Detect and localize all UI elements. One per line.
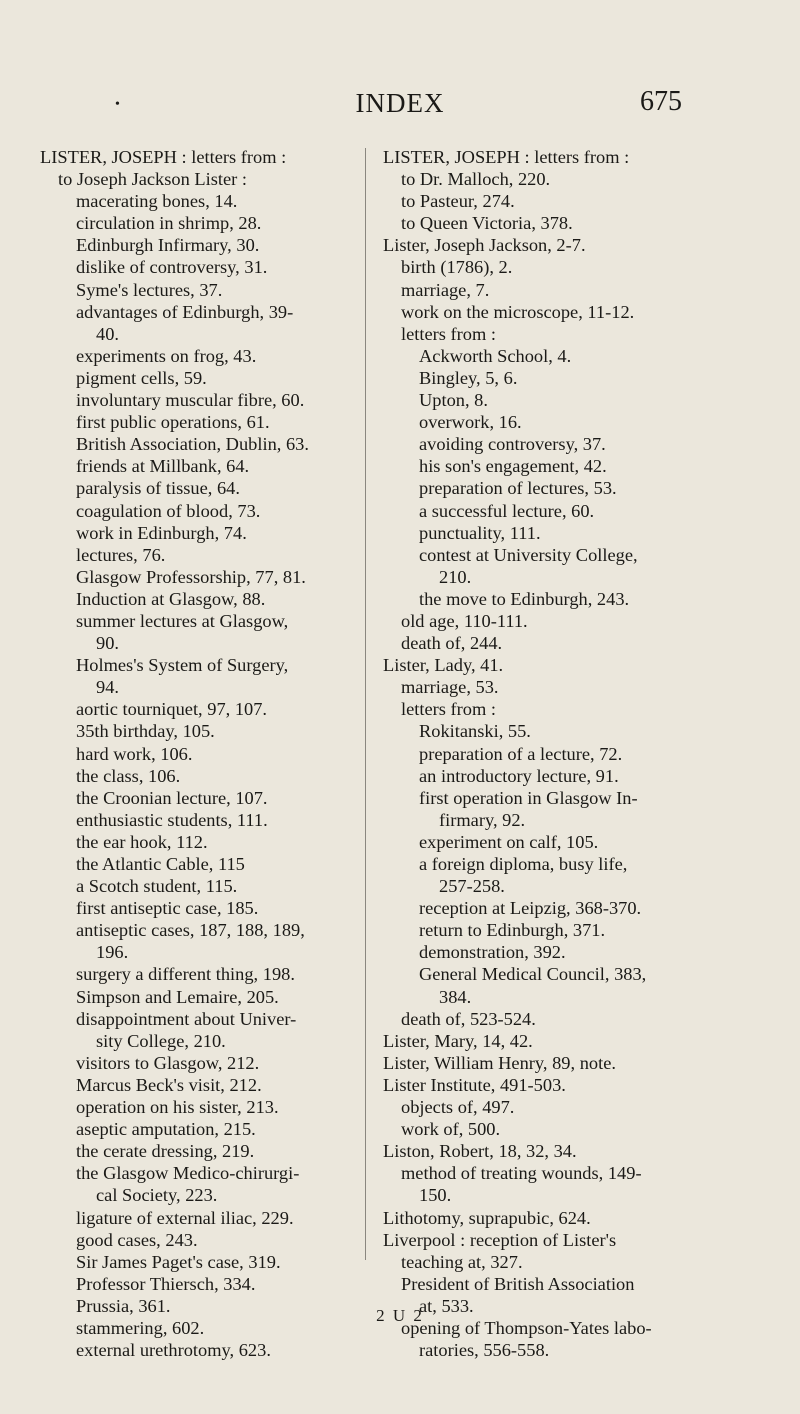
index-entry: advantages of Edinburgh, 39- xyxy=(76,301,294,322)
index-entry: demonstration, 392. xyxy=(419,942,566,963)
index-entry: 384. xyxy=(439,986,472,1007)
index-entry: the move to Edinburgh, 243. xyxy=(419,588,630,609)
index-column-left xyxy=(40,146,358,1361)
index-entry: 196. xyxy=(96,942,129,963)
index-entry: British Association, Dublin, 63. xyxy=(76,434,309,455)
index-entry: to Pasteur, 274. xyxy=(401,191,515,212)
index-entry: Lister, Joseph Jackson, 2-7. xyxy=(383,235,586,256)
index-entry: death of, 244. xyxy=(401,633,503,654)
index-entry: Liston, Robert, 18, 32, 34. xyxy=(383,1141,577,1162)
index-entry: Lithotomy, suprapubic, 624. xyxy=(383,1207,591,1228)
index-entry: 150. xyxy=(419,1185,452,1206)
index-entry: antiseptic cases, 187, 188, 189, xyxy=(76,920,305,941)
index-entry: enthusiastic students, 111. xyxy=(76,809,268,830)
index-entry: a Scotch student, 115. xyxy=(76,876,238,897)
index-entry: General Medical Council, 383, xyxy=(419,964,647,985)
index-entry: pigment cells, 59. xyxy=(76,367,207,388)
index-entry: the cerate dressing, 219. xyxy=(76,1141,255,1162)
index-entry: visitors to Glasgow, 212. xyxy=(76,1052,260,1073)
index-entry: firmary, 92. xyxy=(439,809,526,830)
index-entry: marriage, 7. xyxy=(401,279,490,300)
index-entry: aortic tourniquet, 97, 107. xyxy=(76,699,268,720)
column-divider xyxy=(365,148,366,1260)
index-entry: Edinburgh Infirmary, 30. xyxy=(76,235,260,256)
index-entry: first antiseptic case, 185. xyxy=(76,898,259,919)
page-number: 675 xyxy=(640,86,682,117)
index-entry: letters from : xyxy=(401,323,496,344)
index-entry: LISTER, JOSEPH : letters from : xyxy=(383,147,630,167)
index-entry: work on the microscope, 11-12. xyxy=(401,301,635,322)
index-entry: coagulation of blood, 73. xyxy=(76,500,261,521)
index-entry: paralysis of tissue, 64. xyxy=(76,478,240,499)
index-entry: the Atlantic Cable, 115 xyxy=(76,854,245,874)
index-entry: Upton, 8. xyxy=(419,390,488,411)
index-entry: Lister, William Henry, 89, note. xyxy=(383,1052,616,1073)
index-entry: sity College, 210. xyxy=(96,1030,226,1051)
index-entry: ligature of external iliac, 229. xyxy=(76,1207,294,1228)
index-column-right xyxy=(383,146,763,1361)
index-entry: reception at Leipzig, 368-370. xyxy=(419,898,642,919)
index-entry: to Joseph Jackson Lister : xyxy=(58,169,247,190)
index-entry: avoiding controversy, 37. xyxy=(419,434,606,455)
index-entry: aseptic amputation, 215. xyxy=(76,1119,256,1140)
index-entry: circulation in shrimp, 28. xyxy=(76,213,262,234)
index-entry: letters from : xyxy=(401,699,496,720)
index-entry: old age, 110-111. xyxy=(401,610,528,631)
index-entry: objects of, 497. xyxy=(401,1097,515,1118)
index-entry: return to Edinburgh, 371. xyxy=(419,920,606,941)
index-entry: macerating bones, 14. xyxy=(76,191,238,212)
index-entry: overwork, 16. xyxy=(419,412,522,433)
index-entry: birth (1786), 2. xyxy=(401,257,513,278)
signature-mark: 2 U 2 xyxy=(376,1306,424,1325)
index-entry: 94. xyxy=(96,677,119,698)
running-head-title: INDEX xyxy=(355,88,445,118)
index-entry: summer lectures at Glasgow, xyxy=(76,610,289,631)
index-entry: 40. xyxy=(96,323,119,344)
index-entry: to Dr. Malloch, 220. xyxy=(401,169,551,190)
index-entry: work in Edinburgh, 74. xyxy=(76,522,247,543)
index-entry: at, 533. xyxy=(419,1295,474,1316)
index-entry: involuntary muscular fibre, 60. xyxy=(76,390,305,411)
index-entry: Glasgow Professorship, 77, 81. xyxy=(76,566,306,587)
index-entry: Bingley, 5, 6. xyxy=(419,367,518,388)
index-entry: method of treating wounds, 149- xyxy=(401,1163,642,1184)
index-entry: contest at University College, xyxy=(419,544,638,565)
index-entry: Lister, Lady, 41. xyxy=(383,655,504,676)
index-entry: cal Society, 223. xyxy=(96,1185,218,1206)
index-entry: teaching at, 327. xyxy=(401,1251,523,1272)
index-entry: Prussia, 361. xyxy=(76,1295,171,1316)
index-entry: 90. xyxy=(96,633,119,654)
index-entry: Induction at Glasgow, 88. xyxy=(76,588,266,609)
index-entry: ratories, 556-558. xyxy=(419,1340,550,1361)
index-entry: Syme's lectures, 37. xyxy=(76,279,223,300)
index-entry: experiment on calf, 105. xyxy=(419,831,599,852)
index-entry: Sir James Paget's case, 319. xyxy=(76,1251,281,1272)
index-entry: death of, 523-524. xyxy=(401,1008,536,1029)
index-entry: Ackworth School, 4. xyxy=(419,345,572,366)
index-entry: to Queen Victoria, 378. xyxy=(401,213,573,234)
index-entry: disappointment about Univer- xyxy=(76,1008,297,1029)
index-entry: his son's engagement, 42. xyxy=(419,456,607,477)
index-entry: Liverpool : reception of Lister's xyxy=(383,1229,617,1250)
index-entry: dislike of controversy, 31. xyxy=(76,257,268,278)
index-entry: an introductory lecture, 91. xyxy=(419,765,619,786)
index-entry: Marcus Beck's visit, 212. xyxy=(76,1074,262,1095)
index-entry: opening of Thompson-Yates labo- xyxy=(401,1317,652,1338)
index-entry: marriage, 53. xyxy=(401,677,499,698)
index-entry: Lister Institute, 491-503. xyxy=(383,1074,566,1095)
index-entry: first operation in Glasgow In- xyxy=(419,787,638,808)
index-entry: Rokitanski, 55. xyxy=(419,721,531,742)
index-entry: Professor Thiersch, 334. xyxy=(76,1273,256,1294)
index-entry: external urethrotomy, 623. xyxy=(76,1340,271,1361)
index-entry: 35th birthday, 105. xyxy=(76,721,215,742)
index-entry: the class, 106. xyxy=(76,765,181,786)
index-entry: LISTER, JOSEPH : letters from : xyxy=(40,147,287,167)
index-entry: a foreign diploma, busy life, xyxy=(419,854,628,874)
index-entry: the ear hook, 112. xyxy=(76,831,208,852)
index-entry: President of British Association xyxy=(401,1273,635,1294)
index-entry: a successful lecture, 60. xyxy=(419,500,595,521)
index-entry: surgery a different thing, 198. xyxy=(76,964,295,985)
bullet-mark: • xyxy=(115,97,120,112)
index-entry: friends at Millbank, 64. xyxy=(76,456,250,477)
index-entry: good cases, 243. xyxy=(76,1229,198,1250)
index-entry: Holmes's System of Surgery, xyxy=(76,655,289,676)
index-entry: work of, 500. xyxy=(401,1119,501,1140)
index-entry: first public operations, 61. xyxy=(76,412,270,433)
index-entry: stammering, 602. xyxy=(76,1317,205,1338)
index-entry: operation on his sister, 213. xyxy=(76,1097,279,1118)
index-entry: 210. xyxy=(439,566,472,587)
index-entry: preparation of a lecture, 72. xyxy=(419,743,623,764)
index-entry: the Croonian lecture, 107. xyxy=(76,787,268,808)
index-entry: hard work, 106. xyxy=(76,743,193,764)
index-entry: punctuality, 111. xyxy=(419,522,541,543)
index-entry: 257-258. xyxy=(439,876,505,897)
index-entry: preparation of lectures, 53. xyxy=(419,478,617,499)
index-entry: Lister, Mary, 14, 42. xyxy=(383,1030,533,1051)
index-entry: experiments on frog, 43. xyxy=(76,345,257,366)
index-entry: lectures, 76. xyxy=(76,544,166,565)
index-entry: the Glasgow Medico-chirurgi- xyxy=(76,1163,300,1184)
index-entry: Simpson and Lemaire, 205. xyxy=(76,986,279,1007)
